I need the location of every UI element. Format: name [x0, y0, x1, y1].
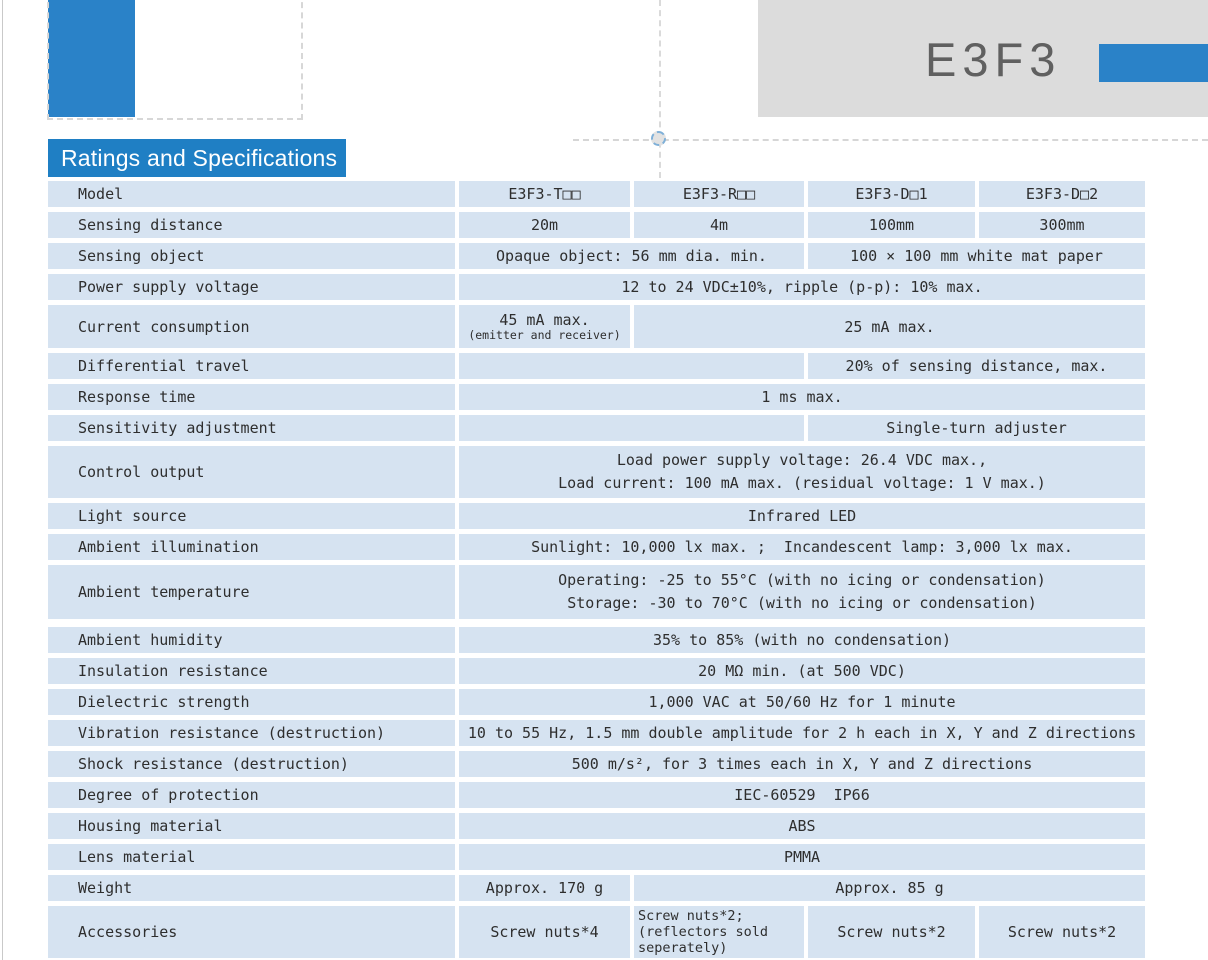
spec-value-cell: 20m: [459, 212, 630, 238]
spec-value-cell: 300mm: [979, 212, 1145, 238]
spec-label-cell: Accessories: [48, 906, 455, 958]
spec-value-cell: ABS: [459, 813, 1145, 839]
table-row: [48, 353, 1145, 379]
table-row: [48, 782, 1145, 808]
spec-label-cell: Shock resistance (destruction): [48, 751, 455, 777]
table-row: [48, 627, 1145, 653]
spec-label-cell: Ambient humidity: [48, 627, 455, 653]
section-title-banner: Ratings and Specifications: [48, 139, 346, 177]
spec-value-cell: Sunlight: 10,000 lx max. ; Incandescent lamp: 3,000 lx max.: [459, 534, 1145, 560]
spec-label-cell: Sensing object: [48, 243, 455, 269]
spec-value-cell: 20 MΩ min. (at 500 VDC): [459, 658, 1145, 684]
spec-value-cell: Screw nuts*4: [459, 906, 630, 958]
spec-label-cell: Ambient illumination: [48, 534, 455, 560]
spec-value-cell: Screw nuts*2: [979, 906, 1145, 958]
spec-label-cell: Power supply voltage: [48, 274, 455, 300]
table-row: [48, 751, 1145, 777]
spec-value-cell: 45 mA max. (emitter and receiver): [459, 305, 630, 348]
spec-value-cell: E3F3-D□1: [808, 181, 975, 207]
table-row: [48, 534, 1145, 560]
spec-value-cell: Single-turn adjuster: [808, 415, 1145, 441]
table-row: [48, 243, 1145, 269]
spec-label-cell: Response time: [48, 384, 455, 410]
table-row: [48, 503, 1145, 529]
table-row: [48, 446, 1145, 498]
spec-label-cell: Sensitivity adjustment: [48, 415, 455, 441]
spec-label-cell: Light source: [48, 503, 455, 529]
spec-label-cell: Current consumption: [48, 305, 455, 348]
spec-value-cell: 4m: [634, 212, 804, 238]
spec-value-cell: 500 m/s², for 3 times each in X, Y and Z directions: [459, 751, 1145, 777]
spec-value-cell: 1 ms max.: [459, 384, 1145, 410]
spec-label-cell: Model: [48, 181, 455, 207]
spec-value-cell: Opaque object: 56 mm dia. min.: [459, 243, 804, 269]
table-row: [48, 384, 1145, 410]
table-row: [48, 689, 1145, 715]
table-row: [48, 212, 1145, 238]
spec-value-cell: 100 × 100 mm white mat paper: [808, 243, 1145, 269]
brand-title: E3F3: [925, 33, 1062, 86]
specifications-table: [48, 181, 1145, 960]
spec-label-cell: Lens material: [48, 844, 455, 870]
spec-value-cell: 12 to 24 VDC±10%, ripple (p-p): 10% max.: [459, 274, 1145, 300]
spec-value-cell: Screw nuts*2; (reflectors sold seperately): [634, 906, 804, 958]
spec-value-cell: [459, 353, 804, 379]
horizontal-guide-line: [573, 139, 1208, 141]
spec-value-cell: IEC-60529 IP66: [459, 782, 1145, 808]
spec-value-cell: E3F3-D□2: [979, 181, 1145, 207]
spec-value-cell: 100mm: [808, 212, 975, 238]
spec-value-cell: Infrared LED: [459, 503, 1145, 529]
spec-value-cell: Approx. 170 g: [459, 875, 630, 901]
spec-label-cell: Sensing distance: [48, 212, 455, 238]
table-row: [48, 844, 1145, 870]
anchor-handle-icon: [651, 131, 666, 146]
spec-label-cell: Weight: [48, 875, 455, 901]
spec-label-cell: Control output: [48, 446, 455, 498]
table-row: [48, 181, 1145, 207]
spec-value-cell: 1,000 VAC at 50/60 Hz for 1 minute: [459, 689, 1145, 715]
spec-value-cell: PMMA: [459, 844, 1145, 870]
spec-label-cell: Degree of protection: [48, 782, 455, 808]
vertical-guide-line: [659, 0, 661, 178]
spec-value-cell: 20% of sensing distance, max.: [808, 353, 1145, 379]
spec-value-cell: E3F3-R□□: [634, 181, 804, 207]
table-row: [48, 875, 1145, 901]
table-row: [48, 274, 1145, 300]
spec-value-cell: E3F3-T□□: [459, 181, 630, 207]
spec-label-cell: Vibration resistance (destruction): [48, 720, 455, 746]
spec-label-cell: Housing material: [48, 813, 455, 839]
spec-value-cell: Approx. 85 g: [634, 875, 1145, 901]
header-blue-tab: [1099, 44, 1208, 82]
table-row: [48, 415, 1145, 441]
spec-label-cell: Ambient temperature: [48, 565, 455, 619]
table-row: [48, 305, 1145, 348]
page-edge-rule: [2, 0, 3, 960]
spec-value-cell: 10 to 55 Hz, 1.5 mm double amplitude for 2 h each in X, Y and Z directions: [459, 720, 1145, 746]
spec-value-cell: Load power supply voltage: 26.4 VDC max., Load current: 100 mA max. (residual voltage: 1 V max.): [459, 446, 1145, 498]
spec-value-cell: Screw nuts*2: [808, 906, 975, 958]
spec-value-cell: 35% to 85% (with no condensation): [459, 627, 1145, 653]
table-row: [48, 720, 1145, 746]
spec-label-cell: Dielectric strength: [48, 689, 455, 715]
spec-label-cell: Insulation resistance: [48, 658, 455, 684]
spec-label-cell: Differential travel: [48, 353, 455, 379]
table-row: [48, 565, 1145, 619]
table-row: [48, 813, 1145, 839]
spec-value-cell: 25 mA max.: [634, 305, 1145, 348]
blue-rectangle-shape: [48, 0, 135, 117]
spec-value-cell: [459, 415, 804, 441]
table-row: [48, 658, 1145, 684]
table-row: [48, 906, 1145, 958]
spec-value-cell: Operating: -25 to 55°C (with no icing or condensation) Storage: -30 to 70°C (with no icing or condensation): [459, 565, 1145, 619]
